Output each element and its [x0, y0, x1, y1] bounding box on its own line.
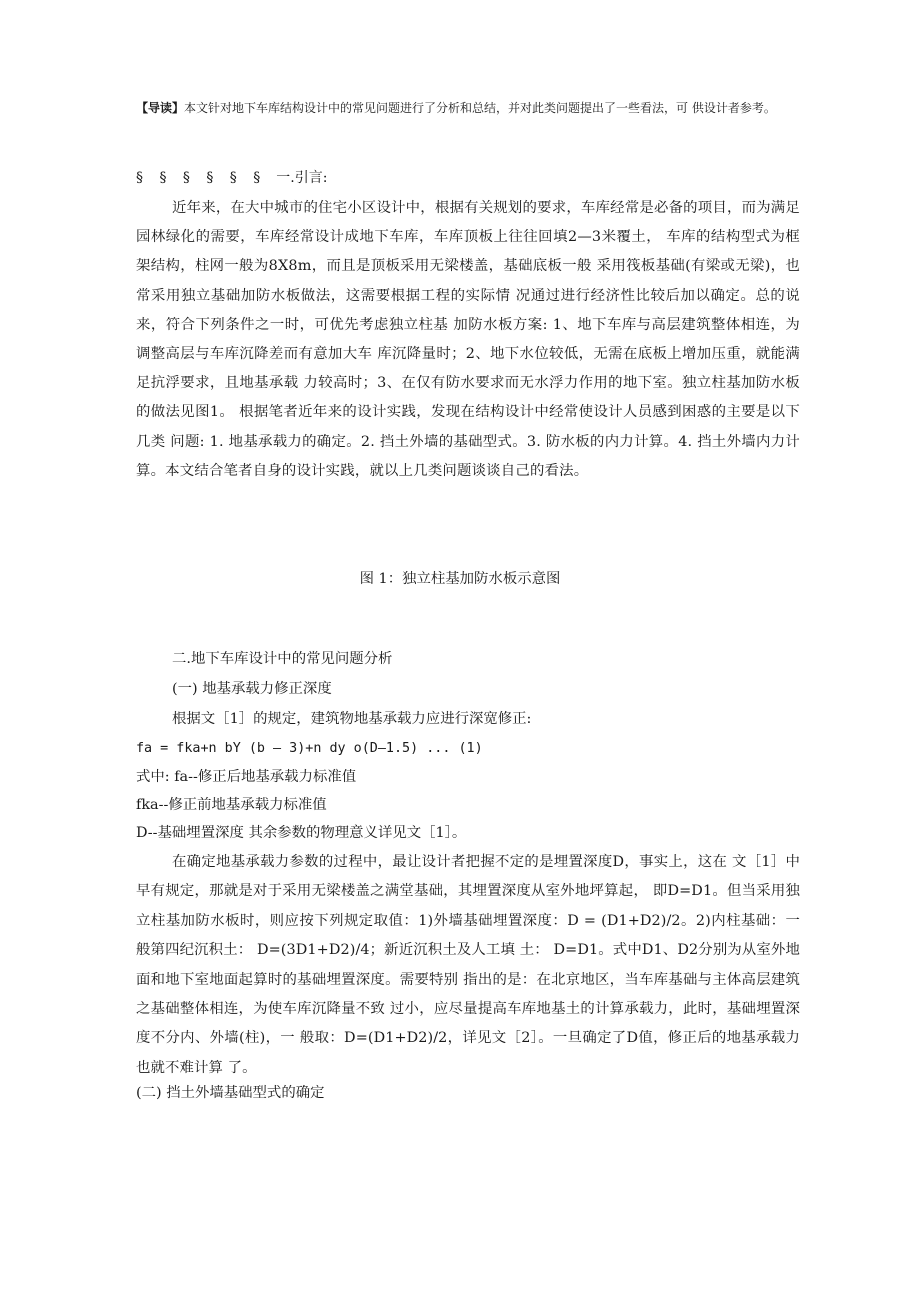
intro-lead-label: 【导读】	[136, 101, 185, 115]
subsection-2-title: (二) 挡土外墙基础型式的确定	[136, 1085, 325, 1101]
definition-fka: fka--修正前地基承载力标准值	[136, 797, 327, 813]
section-1-title: 一.引言:	[276, 170, 328, 186]
figure-1-caption: 图 1：独立柱基加防水板示意图	[359, 571, 561, 587]
subsection-1-title: (一) 地基承载力修正深度	[172, 681, 332, 697]
bearing-capacity-formula: fa = fka+n bY (b — 3)+n dy o(D—1.5) ... (1)	[136, 741, 483, 756]
definition-fa: 式中: fa--修正后地基承载力标准值	[136, 769, 357, 785]
embedment-depth-paragraph: 在确定地基承载力参数的过程中，最让设计者把握不定的是埋置深度D，事实上，这在 文［1］中早有规定，那就是对于采用无梁楼盖之满堂基础，其埋置深度从室外地坪算起， 即D=D1。但当采用独立柱基加防水板时，则应按下列规定取值：1)外墙基础埋置深度：D = (D1+D2)/2。2)内柱基础：一般第四纪沉积土： D=(3D1+D2)/4；新近沉积土及人工填 土： D=D1。式中D1、D2分别为从室外地面和地下室地面起算时的基础埋置深度。需要特别 指出的是：在北京地区，当车库基础与主体高层建筑之基础整体相连，为使车库沉降量不致 过小，应尽量提高车库地基土的计算承载力，此时，基础埋置深度不分内、外墙(柱)，一 般取：D=(D1+D2)/2，详见文［2］。一旦确定了D值，修正后的地基承载力也就不难计算 了。	[136, 854, 800, 1076]
introduction-paragraph: 近年来，在大中城市的住宅小区设计中，根据有关规划的要求，车库经常是必备的项目，而为满足园林绿化的需要，车库经常设计成地下车库，车库顶板上往往回填2—3米覆土， 车库的结构型式为框架结构，柱网一般为8X8m，而且是顶板采用无梁楼盖，基础底板一般 采用筏板基础(有梁或无梁)，也常采用独立基础加防水板做法，这需要根据工程的实际情 况通过进行经济性比较后加以确定。总的说来，符合下列条件之一时，可优先考虑独立柱基 加防水板方案: 1、地下车库与高层建筑整体相连，为调整高层与车库沉降差而有意加大车 库沉降量时；2、地下水位较低，无需在底板上增加压重，就能满足抗浮要求，且地基承载 力较高时；3、在仅有防水要求而无水浮力作用的地下室。独立柱基加防水板的做法见图1。 根据笔者近年来的设计实践，发现在结构设计中经常使设计人员感到困惑的主要是以下几类 问题: 1. 地基承载力的确定。2. 挡土外墙的基础型式。3. 防水板的内力计算。4. 挡土外墙内力计算。本文结合笔者自身的设计实践，就以上几类问题谈谈自己的看法。	[136, 200, 800, 479]
section-1-heading	[136, 168, 327, 188]
section-marks: § § § § § §	[136, 170, 267, 186]
section-2-title: 二.地下车库设计中的常见问题分析	[172, 651, 393, 667]
intro-lead-paragraph	[136, 96, 796, 120]
definition-d: D--基础埋置深度 其余参数的物理意义详见文［1］。	[136, 825, 467, 841]
intro-text: 本文针对地下车库结构设计中的常见问题进行了分析和总结，并对此类问题提出了一些看法，可 供设计者参考。	[184, 101, 776, 115]
subsection-1-intro: 根据文［1］的规定，建筑物地基承载力应进行深宽修正:	[172, 711, 532, 727]
